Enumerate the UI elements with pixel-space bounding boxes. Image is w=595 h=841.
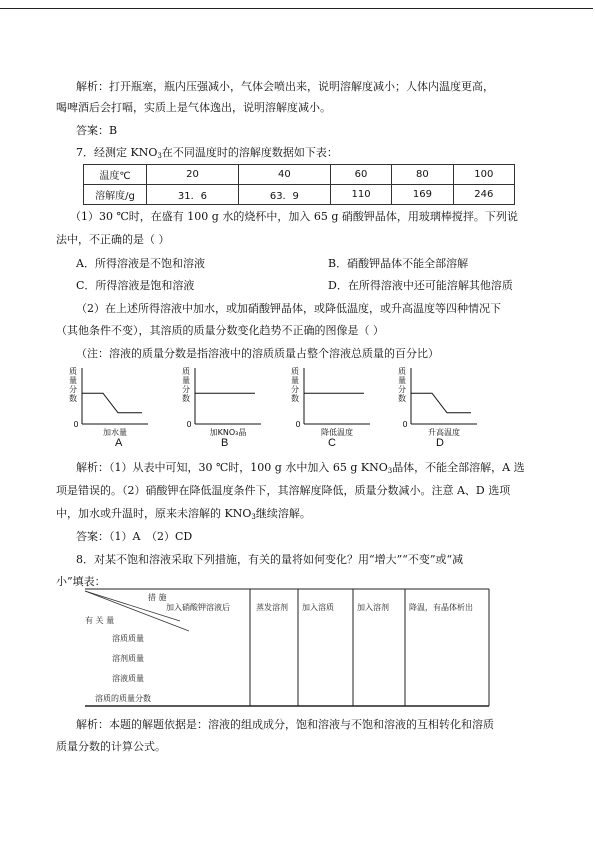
y-axis-label-char: 数: [398, 394, 406, 403]
y-axis-label-char: 数: [291, 394, 299, 403]
question-7-part-2-line-1: （2）在上述所得溶液中加水，或加硝酸钾晶体，或降低温度，或升高温度等四种情况下: [76, 302, 501, 315]
temperature-header: 温度℃: [84, 165, 147, 185]
header-quantity-label: 有 关 量: [85, 616, 115, 625]
option-a: A．所得溶液是不饱和溶液: [76, 257, 205, 270]
question-8-table: [85, 589, 489, 707]
option-b: B．硝酸钾晶体不能全部溶解: [328, 257, 469, 270]
analysis-8-line-1: 解析：本题的解题依据是：溶液的组成成分，饱和溶液与不饱和溶液的互相转化和溶质: [76, 718, 494, 731]
origin-label: 0: [402, 420, 408, 429]
y-axis-label-char: 数: [182, 394, 190, 403]
answer-6: 答案：B: [76, 124, 118, 137]
graph-d: [389, 364, 499, 454]
temperature-cell: 60: [330, 165, 391, 185]
temperature-row: [84, 165, 515, 185]
analysis-6-line-1: 解析：打开瓶塞，瓶内压强减小，气体会喷出来，说明溶解度减小；人体内温度更高，: [76, 80, 494, 93]
answer-7: 答案：（1）A （2）CD: [76, 530, 193, 543]
option-c: C．所得溶液是饱和溶液: [76, 279, 195, 292]
analysis-7-line-3: 中，加水或升温时，原来未溶解的 $KNO_3$继续溶解。: [56, 507, 311, 521]
solubility-header: 溶解度/g: [84, 185, 147, 205]
y-axis-label-char: 分: [69, 385, 77, 394]
series-line: [411, 393, 471, 413]
question-8-line-2: 小”填表：: [56, 575, 106, 588]
solubility-row: [84, 185, 515, 205]
series-line: [82, 393, 142, 413]
origin-label: 0: [295, 420, 301, 429]
header-column-1: 加入硝酸钾溶液后: [166, 603, 230, 612]
graph-d-label: D: [436, 437, 444, 449]
header-column-5: 降温，有晶体析出: [409, 603, 473, 612]
origin-label: 0: [73, 420, 79, 429]
y-axis-label-char: 质: [69, 367, 77, 376]
y-axis-label-char: 质: [398, 367, 406, 376]
question-7-part-1-line-2: 法中，不正确的是（ ）: [56, 233, 170, 246]
graph-a-label: A: [115, 437, 123, 449]
question-7-part-1-line-1: （1）30 ℃时，在盛有 100 g 水的烧杯中，加入 65 g 硝酸钾晶体，用玻璃棒搅拌。下列说: [70, 210, 518, 223]
x-axis-label: 升高温度: [428, 428, 460, 437]
x-axis-label: 降低温度: [321, 428, 353, 437]
y-axis-label-char: 质: [182, 367, 190, 376]
header-column-4: 加入溶剂: [357, 603, 389, 612]
solubility-cell: 110: [330, 185, 391, 205]
y-axis-label-char: 质: [291, 367, 299, 376]
row-solute-mass: 溶质质量: [112, 634, 144, 643]
graph-c: [282, 364, 392, 454]
header-measure-label: 措 施: [148, 593, 167, 602]
question-7-part-2-line-2: （其他条件不变），其溶质的质量分数变化趋势不正确的图像是（ ）: [56, 324, 384, 337]
graph-c-plot: [282, 364, 392, 454]
analysis-6-line-2: 喝啤酒后会打嗝，实质上是气体逸出，说明溶解度减小。: [56, 101, 331, 114]
x-axis-label: 加水量: [103, 428, 127, 437]
graph-d-plot: [389, 364, 499, 454]
y-axis-label-char: 分: [182, 385, 190, 394]
y-axis-label-char: 分: [398, 385, 406, 394]
top-rule: [0, 8, 593, 9]
question-7-intro: 7．经测定 $KNO_3$在不同温度时的溶解度数据如下表：: [76, 146, 338, 160]
y-axis-label-char: 量: [398, 376, 406, 385]
graph-b-label: B: [221, 437, 229, 449]
solubility-cell: 169: [392, 185, 453, 205]
temperature-cell: 20: [147, 165, 239, 185]
solubility-cell: 63．9: [238, 185, 330, 205]
row-solution-mass: 溶液质量: [112, 674, 144, 683]
y-axis-label-char: 量: [291, 376, 299, 385]
y-axis-label-char: 数: [69, 394, 77, 403]
question-7-note: （注：溶液的质量分数是指溶液中的溶质质量占整个溶液总质量的百分比）: [76, 347, 439, 360]
option-d: D．在所得溶液中还可能溶解其他溶质: [328, 279, 513, 292]
solubility-table: [83, 164, 515, 205]
y-axis-label-char: 量: [182, 376, 190, 385]
analysis-8-line-2: 质量分数的计算公式。: [56, 740, 166, 753]
origin-label: 0: [186, 420, 192, 429]
temperature-cell: 40: [238, 165, 330, 185]
y-axis-label-char: 分: [291, 385, 299, 394]
temperature-cell: 80: [392, 165, 453, 185]
analysis-7-line-2: 项是错误的。（2）硝酸钾在降低温度条件下，其溶解度降低，质量分数减小。注意 A、D 选项: [56, 484, 511, 497]
x-axis-label: 加KNO₃晶: [209, 428, 247, 437]
solubility-cell: 31．6: [147, 185, 239, 205]
header-column-2: 蒸发溶剂: [256, 603, 288, 612]
row-solvent-mass: 溶剂质量: [112, 654, 144, 663]
solubility-cell: 246: [453, 185, 514, 205]
row-mass-fraction: 溶质的质量分数: [95, 694, 151, 703]
analysis-7-line-1: 解析：（1）从表中可知，30 ℃时，100 g 水中加入 65 g $KNO_3$晶体，不能全部溶解，A 选: [76, 461, 525, 475]
graph-c-label: C: [328, 437, 336, 449]
y-axis-label-char: 量: [69, 376, 77, 385]
question-8-line-1: 8．对某不饱和溶液采取下列措施，有关的量将如何变化？用“增大”“不变”或“减: [76, 553, 464, 566]
temperature-cell: 100: [453, 165, 514, 185]
header-column-3: 加入溶质: [302, 603, 334, 612]
